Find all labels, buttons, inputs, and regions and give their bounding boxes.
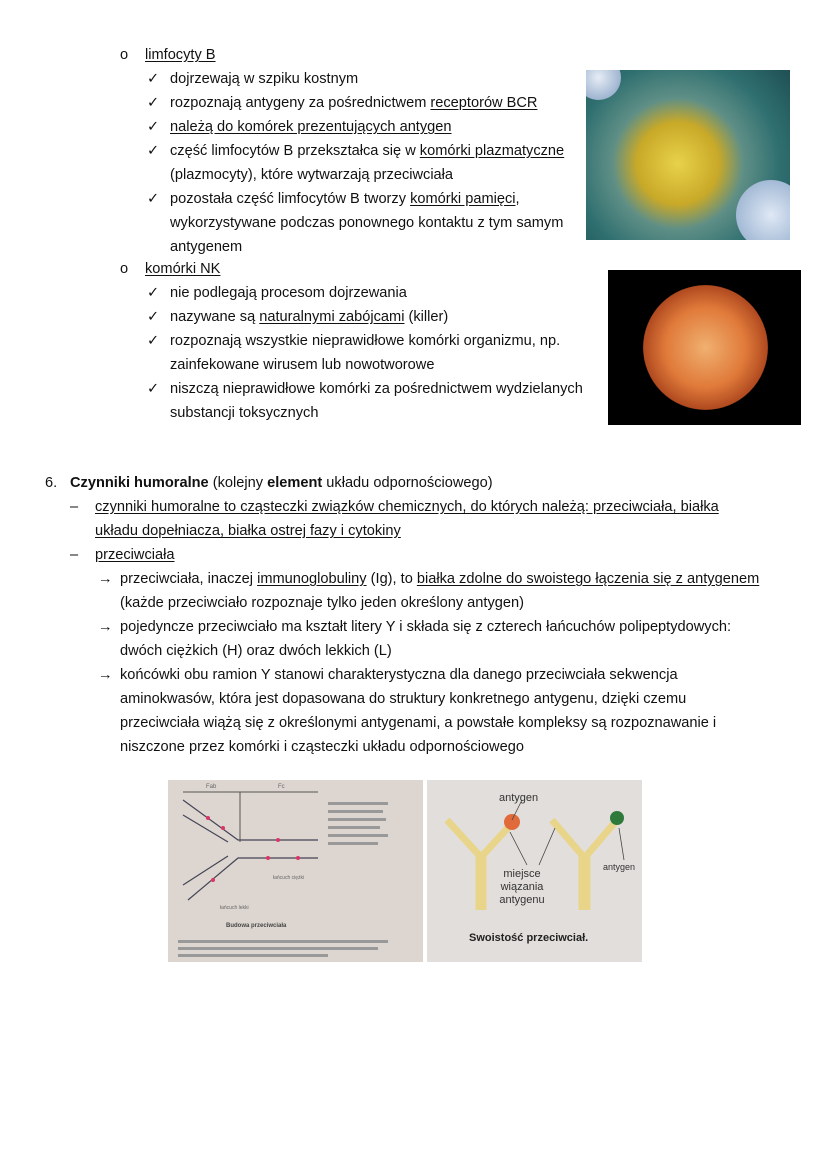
text-line (170, 331, 560, 351)
text-segment: pojedyncze przeciwciało ma kształt litery Y i składa się z czterech łańcuchów polipeptydowych: (120, 619, 732, 635)
text-line (170, 141, 564, 161)
text-line (170, 165, 453, 185)
underlined-text: limfocyty B (145, 47, 216, 63)
text-segment: rozpoznają wszystkie nieprawidłowe komórki organizmu, np. (170, 333, 561, 349)
text-line (170, 189, 520, 209)
bold-text: Czynniki humoralne (70, 475, 209, 491)
b-lymphocyte-image (586, 70, 790, 240)
text-segment: nie podlegają procesom dojrzewania (170, 285, 407, 301)
underlined-text: należą do komórek prezentujących antygen (170, 119, 452, 135)
text-line (170, 355, 434, 375)
text-segment: , (515, 191, 520, 207)
light-chain-label: łańcuch lekki (220, 905, 249, 911)
list-marker: → (98, 571, 113, 587)
figure-caption: Budowa przeciwciała (226, 923, 287, 929)
text-line (70, 473, 493, 493)
text-line (120, 641, 392, 661)
underlined-text: przeciwciała (95, 547, 175, 563)
list-marker: ✓ (147, 143, 160, 159)
list-marker: – (70, 499, 79, 515)
list-marker: ✓ (147, 95, 160, 111)
list-marker: → (98, 619, 113, 635)
text-line (120, 665, 678, 685)
text-segment: część limfocytów B przekształca się w (170, 143, 420, 159)
list-marker: o (120, 261, 129, 277)
text-segment: (kolejny (208, 475, 268, 491)
list-marker: ✓ (147, 333, 160, 349)
nk-cell-image (608, 270, 801, 425)
text-line (120, 737, 524, 757)
list-marker: ✓ (147, 381, 160, 397)
text-line (170, 213, 563, 233)
text-segment: końcówki obu ramion Y stanowi charakterystyczna dla danego przeciwciała sekwencja (120, 667, 678, 683)
list-marker: ✓ (147, 285, 160, 301)
text-line (170, 379, 583, 399)
text-segment: przeciwciała, inaczej (120, 571, 258, 587)
text-segment: (każde przeciwciało rozpoznaje tylko jeden określony antygen) (120, 595, 524, 611)
list-marker: ✓ (147, 309, 160, 325)
text-line (120, 569, 759, 589)
underlined-text: immunoglobuliny (257, 571, 367, 587)
text-line (170, 93, 537, 113)
text-segment: niszczone przez komórki i cząsteczki układu odpornościowego (120, 739, 524, 755)
antibody-specificity-figure (427, 780, 642, 962)
underlined-text: czynniki humoralne to cząsteczki związków chemicznych, do których należą: przeciwciała, białka (95, 499, 719, 515)
text-segment: dwóch ciężkich (H) oraz dwóch lekkich (L) (120, 643, 392, 659)
text-segment: zainfekowane wirusem lub nowotworowe (170, 357, 435, 373)
text-line (95, 497, 719, 517)
text-line (170, 403, 318, 423)
antigen-label-2: antygen (603, 862, 636, 872)
list-marker: ✓ (147, 191, 160, 207)
text-segment: pozostała część limfocytów B tworzy (170, 191, 411, 207)
underlined-text: białka zdolne do swoistego łączenia się z antygenem (416, 571, 760, 587)
text-line (170, 237, 242, 257)
underlined-text: komórki plazmatyczne (419, 143, 565, 159)
text-line (95, 521, 401, 541)
text-segment: aminokwasów, która jest dopasowana do struktury konkretnego antygenu, dzięki czemu (120, 691, 687, 707)
text-segment: (killer) (404, 309, 449, 325)
bold-text: element (267, 475, 323, 491)
text-segment: (Ig), to (366, 571, 417, 587)
list-marker: – (70, 547, 79, 563)
list-marker: ✓ (147, 119, 160, 135)
text-segment: układu odpornościowego) (322, 475, 493, 491)
text-line (170, 307, 448, 327)
heavy-chain-label: łańcuch ciężki (273, 875, 305, 881)
text-line (120, 617, 731, 637)
fc-label: Fc (278, 784, 285, 790)
antibody-structure-figure (168, 780, 423, 962)
text-segment: antygenem (170, 239, 243, 255)
list-marker: → (98, 667, 113, 683)
text-segment: rozpoznają antygeny za pośrednictwem (170, 95, 431, 111)
fab-label: Fab (206, 784, 217, 790)
text-segment: nazywane są (170, 309, 260, 325)
list-marker: o (120, 47, 129, 63)
list-marker: 6. (45, 475, 58, 491)
text-segment: niszczą nieprawidłowe komórki za pośrednictwem wydzielanych (170, 381, 583, 397)
text-line (120, 713, 716, 733)
antigen-label-1: antygen (499, 792, 539, 804)
list-marker: ✓ (147, 71, 160, 87)
text-line (95, 545, 174, 565)
text-segment: dojrzewają w szpiku kostnym (170, 71, 359, 87)
text-line (170, 69, 358, 89)
underlined-text: komórki NK (145, 261, 221, 277)
underlined-text: układu dopełniacza, białka ostrej fazy i cytokiny (95, 523, 401, 539)
binding-site-label: miejsce wiązania antygenu (499, 868, 545, 906)
text-line (145, 45, 216, 65)
text-segment: (plazmocyty), które wytwarzają przeciwciała (170, 167, 454, 183)
text-segment: substancji toksycznych (170, 405, 319, 421)
figure-caption: Swoistość przeciwciał. (469, 932, 589, 944)
underlined-text: receptorów BCR (430, 95, 538, 111)
text-segment: przeciwciała wiążą się z określonymi antygenami, a powstałe kompleksy są rozpoznawanie i (120, 715, 717, 731)
text-line (120, 689, 686, 709)
text-segment: wykorzystywane podczas ponownego kontaktu z tym samym (170, 215, 564, 231)
text-line (145, 259, 220, 279)
text-line (170, 283, 407, 303)
underlined-text: komórki pamięci (410, 191, 516, 207)
underlined-text: naturalnymi zabójcami (259, 309, 405, 325)
text-line (120, 593, 524, 613)
text-line (170, 117, 452, 137)
